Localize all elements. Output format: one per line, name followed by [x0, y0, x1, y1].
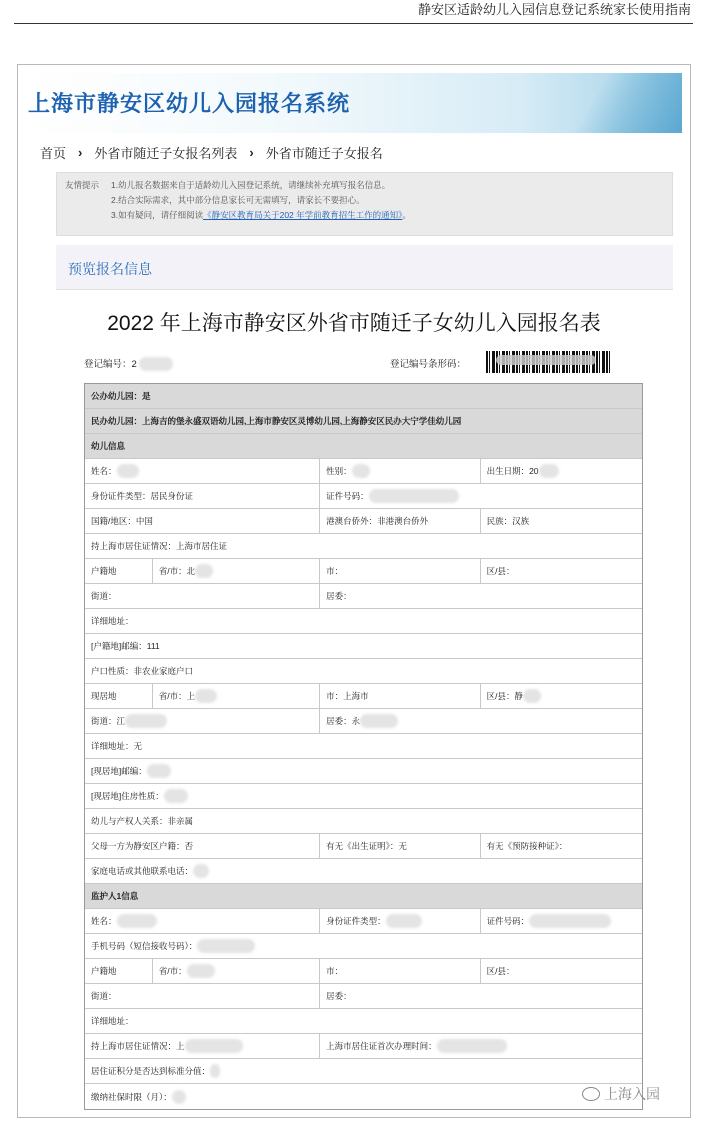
guardian-address: 详细地址： — [91, 1016, 134, 1026]
vaccination-certificate: 有无《预防接种证》： — [486, 841, 568, 851]
current-committee: 居委：永 — [320, 709, 642, 733]
section-public-kindergarten: 公办幼儿园：是 — [91, 391, 151, 401]
parent-jingan-hukou: 父母一方为静安区户籍：否 — [85, 834, 320, 858]
wechat-watermark — [582, 1084, 660, 1104]
hukou-province: 省/市：北 — [153, 559, 320, 583]
application-form — [84, 383, 643, 1110]
family-phone: 家庭电话或其他联系电话： — [85, 859, 642, 883]
birth-certificate: 有无《出生证明》：无 — [320, 834, 480, 858]
form-title: 2022 年上海市静安区外省市随迁子女幼儿入园报名表 — [107, 312, 601, 335]
owner-relation: 幼儿与产权人关系：非亲属 — [91, 816, 194, 826]
breadcrumb-home[interactable]: 首页 — [40, 146, 67, 161]
notice-link[interactable]: 《静安区教育局关于202 年学前教育招生工作的通知》 — [203, 210, 403, 220]
tip-line-3-prefix: 3.如有疑问，请仔细阅读 — [111, 210, 204, 220]
current-city: 市：上海市 — [320, 684, 480, 708]
browser-screenshot — [17, 64, 691, 1118]
guardian-street: 街道： — [85, 984, 320, 1008]
current-residence-label: 现居地 — [85, 684, 153, 708]
section-guardian-1: 监护人1信息 — [91, 891, 139, 901]
tip-line-1: 1.幼儿报名数据来自于适龄幼儿入园登记系统，请继续补充填写报名信息。 — [111, 180, 391, 190]
current-district: 区/县：静 — [481, 684, 642, 708]
document-header: 静安区适龄幼儿入园信息登记系统家长使用指南 — [14, 0, 693, 24]
section-child-info: 幼儿信息 — [91, 441, 126, 451]
guardian-hukou-province: 省/市： — [153, 959, 320, 983]
guardian-hukou-label: 户籍地 — [85, 959, 153, 983]
watermark-text: 上海入园 — [604, 1086, 660, 1102]
child-id-type: 身份证件类型：居民身份证 — [85, 484, 320, 508]
hukou-label: 户籍地 — [85, 559, 153, 583]
chevron-right-icon: › — [78, 145, 83, 160]
guardian-permit-first-date: 上海市居住证首次办理时间： — [320, 1034, 642, 1058]
hukou-street: 街道： — [85, 584, 320, 608]
tips-notice — [56, 172, 673, 236]
tips-label: 友情提示 — [65, 180, 100, 190]
breadcrumb-current: 外省市随迁子女报名 — [265, 146, 383, 161]
child-name: 姓名： — [85, 459, 320, 483]
system-banner — [26, 73, 682, 133]
current-street: 街道：江 — [85, 709, 320, 733]
guardian-residence-permit: 持上海市居住证情况：上 — [85, 1034, 320, 1058]
guardian-hukou-city: 市： — [320, 959, 480, 983]
registration-row — [84, 351, 624, 371]
child-birth-date: 出生日期：20 — [481, 459, 642, 483]
guardian-mobile: 手机号码（短信接收号码）： — [85, 934, 642, 958]
chevron-right-icon: › — [249, 145, 254, 160]
hukou-postcode: [户籍地]邮编：111 — [91, 641, 160, 651]
preview-header — [56, 245, 673, 290]
guardian-id-number: 证件号码： — [481, 909, 642, 933]
hukou-address: 详细地址： — [91, 616, 134, 626]
guardian-social-security: 缴纳社保时限（月）： — [85, 1084, 642, 1109]
child-gender: 性别： — [320, 459, 480, 483]
current-province: 省/市：上 — [153, 684, 320, 708]
child-ethnicity: 民族：汉族 — [486, 516, 530, 526]
child-hkmo-status: 港澳台侨外：非港澳台侨外 — [320, 509, 480, 533]
hukou-city: 市： — [320, 559, 480, 583]
preview-title: 预览报名信息 — [68, 261, 152, 277]
guardian-committee: 居委： — [326, 991, 352, 1001]
registration-number: 登记编号：2 — [84, 356, 173, 371]
breadcrumb — [40, 143, 383, 162]
current-postcode: [现居地]邮编： — [85, 759, 642, 783]
barcode-label: 登记编号条形码： — [390, 359, 467, 370]
child-nationality: 国籍/地区：中国 — [85, 509, 320, 533]
guardian-name: 姓名： — [85, 909, 320, 933]
section-private-kindergarten: 民办幼儿园：上海吉的堡永盛双语幼儿园,上海市静安区灵博幼儿园,上海静安区民办大宁学佳幼儿园 — [91, 416, 462, 426]
wechat-icon — [582, 1087, 600, 1101]
hukou-district: 区/县： — [486, 566, 515, 576]
system-title: 上海市静安区幼儿入园报名系统 — [28, 91, 351, 116]
current-housing-type: [现居地]住房性质： — [85, 784, 642, 808]
breadcrumb-list[interactable]: 外省市随迁子女报名列表 — [94, 146, 238, 161]
tip-line-2: 2.结合实际需求，其中部分信息家长可无需填写，请家长不要担心。 — [111, 195, 365, 205]
guardian-id-type: 身份证件类型： — [320, 909, 480, 933]
tip-line-3 — [111, 208, 664, 223]
child-residence-permit: 持上海市居住证情况：上海市居住证 — [91, 541, 228, 551]
child-id-number: 证件号码： — [320, 484, 642, 508]
barcode-image — [486, 351, 610, 373]
hukou-nature: 户口性质：非农业家庭户口 — [91, 666, 194, 676]
guardian-points-status: 居住证积分是否达到标准分值： — [85, 1059, 642, 1083]
current-address: 详细地址：无 — [91, 741, 143, 751]
guardian-hukou-district: 区/县： — [486, 966, 515, 976]
tip-line-3-suffix: 。 — [402, 210, 411, 220]
hukou-committee: 居委： — [326, 591, 352, 601]
